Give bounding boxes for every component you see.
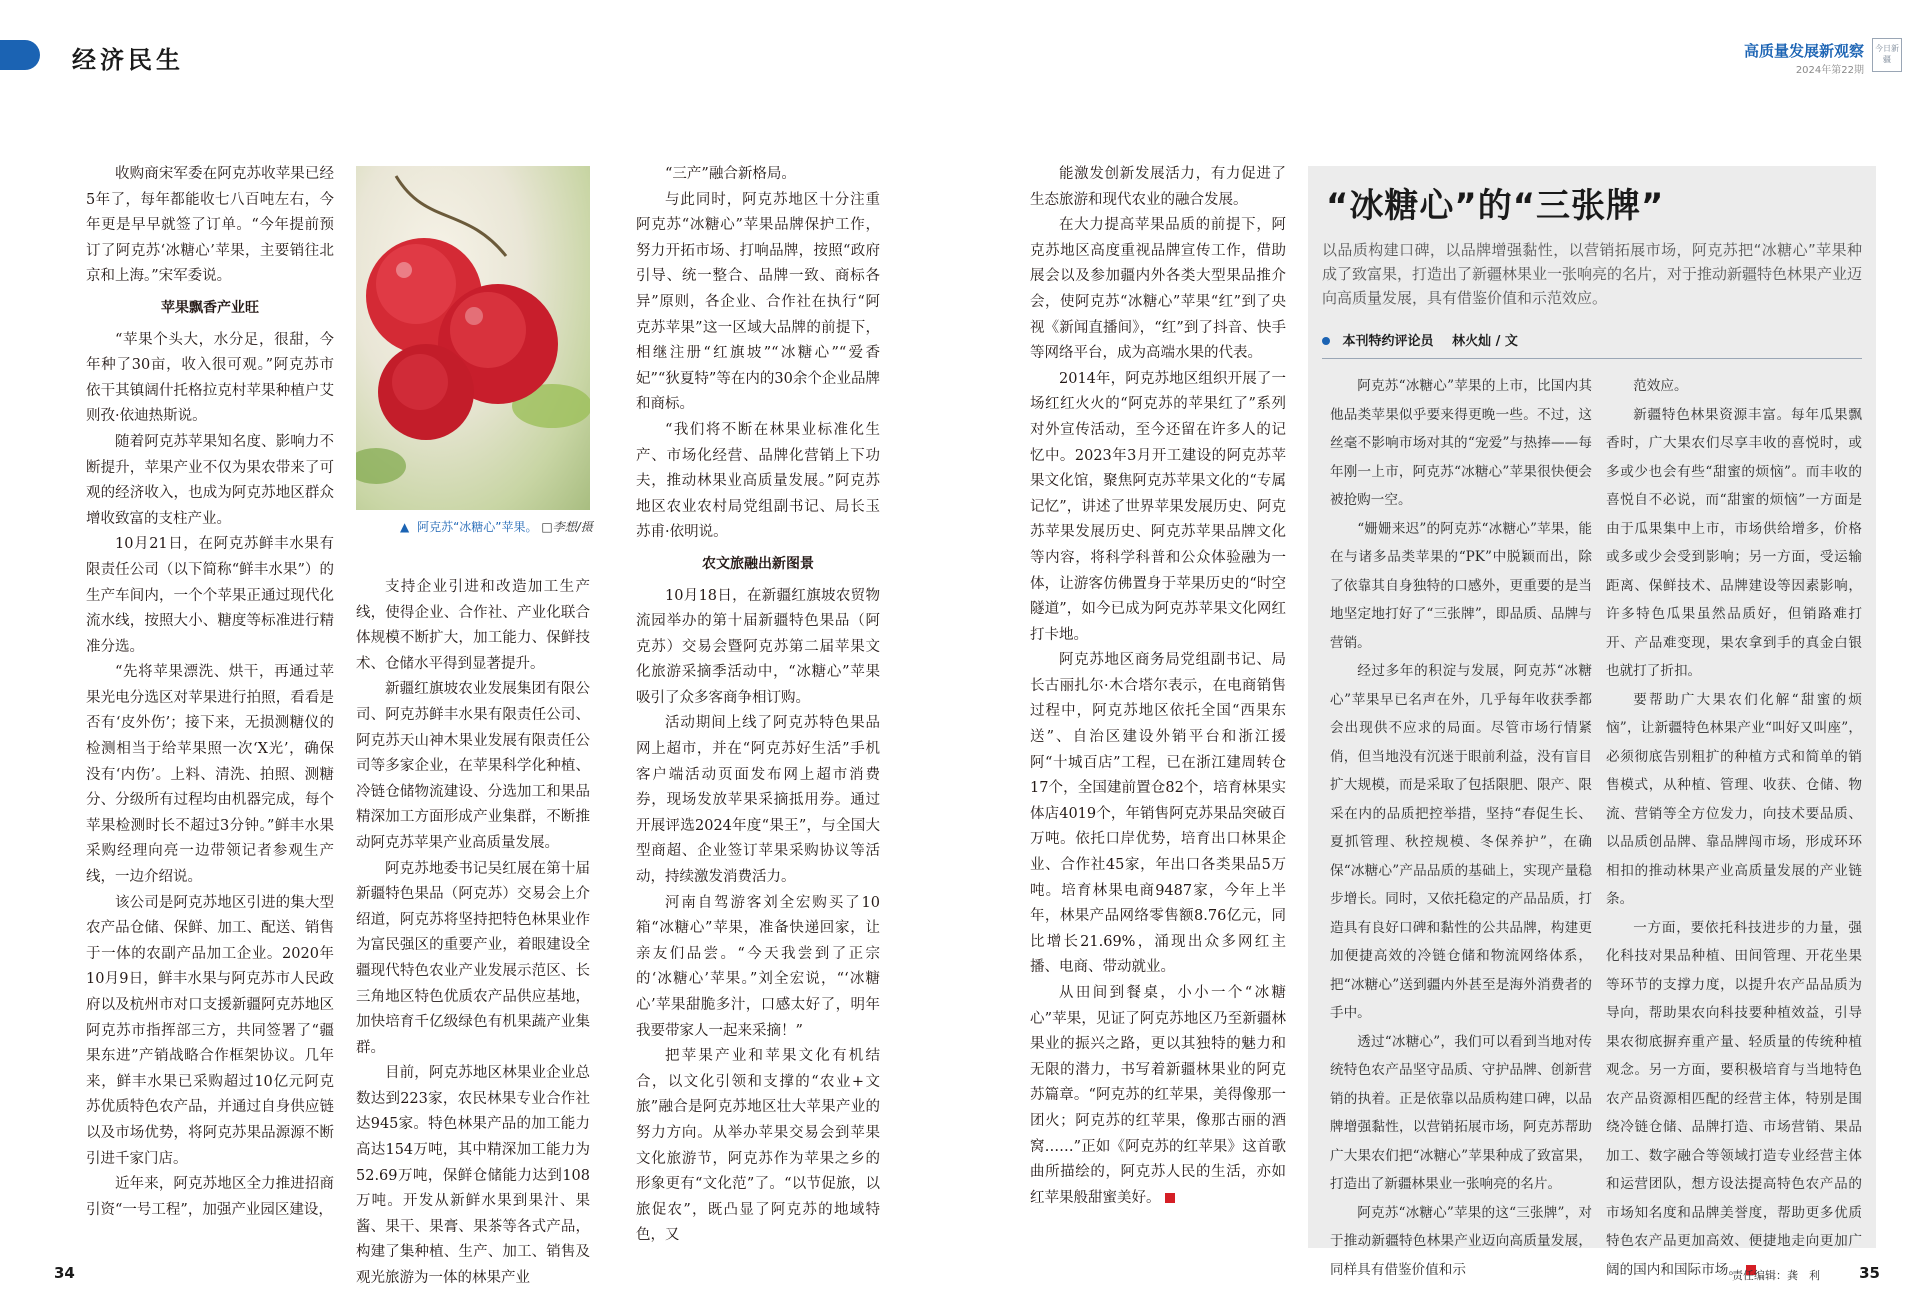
paragraph: 阿克苏地委书记吴红展在第十届新疆特色果品（阿克苏）交易会上介绍道，阿克苏将坚持把特色林果业作为富民强区的重要产业，着眼建设全疆现代特色农业产业发展示范区、长三角地区特色优质农产品供应基地，加快培育千亿级绿色有机果蔬产业集群。 — [356, 860, 590, 1056]
article-column-1 — [86, 162, 334, 1242]
paragraph: 与此同时，阿克苏地区十分注重阿克苏“冰糖心”苹果品牌保护工作，努力开拓市场、打响品牌，按照“政府引导、统一整合、品牌一致、商标各异”原则，各企业、合作社在执行“阿克苏苹果”这一区域大品牌的前提下，相继注册“红旗坡”“冰糖心”“爱香妃”“狄夏特”等在内的30余个企业品牌和商标。 — [636, 191, 880, 413]
page-number-right: 35 — [1859, 1264, 1880, 1282]
paragraph: 河南自驾游客刘全宏购买了10箱“冰糖心”苹果，准备快递回家，让亲友们品尝。“今天我尝到了正宗的‘冰糖心’苹果。”刘全宏说，“‘冰糖心’苹果甜脆多汁，口感太好了，明年我要带家人一起来采摘！” — [636, 894, 880, 1039]
issue-number: 2024年第22期 — [1795, 65, 1864, 76]
paragraph: 阿克苏“冰糖心”苹果的上市，比国内其他品类苹果似乎要来得更晚一些。不过，这丝毫不影响市场对其的“宠爱”与热捧——每年刚一上市，阿克苏“冰糖心”苹果很快便会被抢购一空。 — [1330, 378, 1592, 508]
commentary-title: “冰糖心”的“三张牌” — [1326, 186, 1665, 226]
paragraph: 阿克苏“冰糖心”苹果的这“三张牌”，对于推动新疆特色林果产业迈向高质量发展，同样具有借鉴价值和示 — [1330, 1204, 1592, 1278]
paragraph: 把苹果产业和苹果文化有机结合，以文化引领和支撑的“农业+文旅”融合是阿克苏地区壮大苹果产业的努力方向。从举办苹果交易会到苹果文化旅游节，阿克苏作为苹果之乡的形象更有“文化范”了。“以节促旅，以旅促农”，既凸显了阿克苏的地域特色，又 — [636, 1048, 880, 1244]
apple-illustration — [356, 166, 590, 510]
paragraph: 收购商宋军委在阿克苏收苹果已经5年了，每年都能收七八百吨左右，今年更是早早就签了订单。“今年提前预订了阿克苏‘冰糖心’苹果，主要销往北京和上海。”宋军委说。 — [86, 166, 334, 285]
paragraph: 范效应。 — [1633, 378, 1688, 394]
paragraph: “姗姗来迟”的阿克苏“冰糖心”苹果，能在与诸多品类苹果的“PK”中脱颖而出，除了依靠其自身独特的口感外，更重要的是当地坚定地打好了“三张牌”，即品质、品牌与营销。 — [1330, 520, 1592, 651]
section-title: 经济民生 — [72, 46, 184, 74]
magazine-logo-badge: 今日新疆 — [1872, 38, 1902, 72]
paragraph: 该公司是阿克苏地区引进的集大型农产品仓储、保鲜、加工、配送、销售于一体的农副产品加工企业。2020年10月9日，鲜丰水果与阿克苏市人民政府以及杭州市对口支援新疆阿克苏地区阿克苏市指挥部三方，共同签署了“疆果东进”产销战略合作框架协议。几年来，鲜丰水果已采购超过10亿元阿克苏优质特色农产品，并通过自身供应链以及市场优势，将阿克苏果品源源不断引进千家门店。 — [86, 894, 334, 1167]
subheading: 农文旅融出新图景 — [702, 555, 814, 572]
photo-caption — [400, 518, 593, 535]
paragraph: “三产”融合新格局。 — [665, 166, 796, 182]
paragraph: “先将苹果漂洗、烘干，再通过苹果光电分选区对苹果进行拍照，看看是否有‘皮外伤’；接下来，无损测糖仪的检测相当于给苹果照一次‘X光’，确保没有‘内伤’。上料、清洗、拍照、测糖分、分级所有过程均由机器完成，每个苹果检测时长不超过3分钟。”鲜丰水果采购经理向亮一边带领记者参观生产线，一边介绍说。 — [86, 664, 334, 886]
end-mark-icon — [1165, 1193, 1175, 1203]
commentary-lead: 以品质构建口碑，以品牌增强黏性，以营销拓展市场，阿克苏把“冰糖心”苹果种成了致富果，打造出了新疆林果业一张响亮的名片，对于推动新疆特色林果产业迈向高质量发展，具有借鉴价值和示范效应。 — [1322, 241, 1863, 307]
paragraph: 一方面，要依托科技进步的力量，强化科技对果品种植、田间管理、开花坐果等环节的支撑力度，以提升农产品品质为导向，帮助果农向科技要种植效益，引导果农彻底摒弃重产量、轻质量的传统种植观念。另一方面，要积极培育与当地特色农产品资源相匹配的经营主体，特别是围绕冷链仓储、品牌打造、市场营销、果品加工、数字融合等领域打造专业经营主体和运营团队，想方设法提高特色农产品的市场知名度和品牌美誉度，帮助更多优质特色农产品更加高效、便捷地走向更加广阔的国内和国际市场。 — [1606, 919, 1862, 1278]
column-header — [1744, 40, 1864, 76]
paragraph: 目前，阿克苏地区林果业企业总数达到223家，农民林果专业合作社达945家。特色林果产品的加工能力高达154万吨，其中精深加工能力为52.69万吨，保鲜仓储能力达到108万吨。开发从新鲜水果到果汁、果酱、果干、果膏、果茶等各式产品，构建了集种植、生产、加工、销售及观光旅游为一体的林果产业 — [356, 1065, 590, 1287]
caption-triangle-icon: ▲ — [400, 520, 410, 534]
column-title: 高质量发展新观察 — [1743, 42, 1864, 60]
paragraph: “我们将不断在林果业标准化生产、市场化经营、品牌化营销上下功夫，推动林果业高质量发展。”阿克苏地区农业农村局党组副书记、局长玉苏甫·依明说。 — [636, 421, 880, 541]
apple-photo — [356, 166, 590, 510]
paragraph: 阿克苏地区商务局党组副书记、局长古丽扎尔·木合塔尔表示，在电商销售过程中，阿克苏地区依托全国“西果东送”、自治区建设外销平台和浙江援阿“十城百店”工程，已在浙江建周转仓17个，全国建前置仓82个，培育林果实体店4019个，年销售阿克苏果品突破百万吨。依托口岸优势，培育出口林果企业、合作社45家，年出口各类果品5万吨。培育林果电商9487家，今年上半年，林果产品网络零售额8.76亿元，同比增长21.69%，涌现出众多网红主播、电商、带动就业。 — [1030, 652, 1286, 976]
author-bullet-icon — [1322, 337, 1330, 345]
commentary-author — [1322, 330, 1518, 349]
paragraph: 经过多年的积淀与发展，阿克苏“冰糖心”苹果早已名声在外，几乎每年收获季都会出现供不应求的局面。尽管市场行情紧俏，但当地没有沉迷于眼前利益，没有盲目扩大规模，而是采取了包括限肥、限产、限采在内的品质把控举措，坚持“春促生长、夏抓管理、秋控规模、冬保养护”，在确保“冰糖心”产品品质的基础上，实现产量稳步增长。同时，又依托稳定的产品品质，打造具有良好口碑和黏性的公共品牌，构建更加便捷高效的冷链仓储和物流网络体系，把“冰糖心”送到疆内外甚至是海外消费者的手中。 — [1330, 663, 1592, 1021]
editor-credit: 责任编辑：龚 利 — [1732, 1269, 1820, 1282]
paragraph: 能激发创新发展活力，有力促进了生态旅游和现代农业的融合发展。 — [1030, 166, 1286, 208]
paragraph: 2014年，阿克苏地区组织开展了一场红红火火的“阿克苏的苹果红了”系列对外宣传活动，至今还留在许多人的记忆中。2023年3月开工建设的阿克苏苹果文化馆，聚焦阿克苏苹果文化的“专属记忆”，讲述了世界苹果发展历史、阿克苏苹果发展历史、阿克苏苹果品牌文化等内容，将科学科普和公众体验融为一体，让游客仿佛置身于苹果历史的“时空隧道”，如今已成为阿克苏苹果文化网红打卡地。 — [1030, 370, 1286, 643]
paragraph: 随着阿克苏苹果知名度、影响力不断提升，苹果产业不仅为果农带来了可观的经济收入，也成为阿克苏地区群众增收致富的支柱产业。 — [86, 433, 334, 527]
subheading: 苹果飘香产业旺 — [161, 299, 259, 316]
paragraph: 在大力提高苹果品质的前提下，阿克苏地区高度重视品牌宣传工作，借助展会以及参加疆内外各类大型果品推介会，使阿克苏“冰糖心”苹果“红”到了央视《新闻直播间》，“红”到了抖音、快手等网络平台，成为高端水果的代表。 — [1030, 217, 1286, 362]
paragraph: 10月18日，在新疆红旗坡农贸物流园举办的第十届新疆特色果品（阿克苏）交易会暨阿克苏第二届苹果文化旅游采摘季活动中，“冰糖心”苹果吸引了众多客商争相订购。 — [636, 587, 880, 706]
paragraph: 从田间到餐桌，小小一个“冰糖心”苹果，见证了阿克苏地区乃至新疆林果业的振兴之路，更以其独特的魅力和无限的潜力，书写着新疆林果业的阿克苏篇章。“阿克苏的红苹果，美得像那一团火；阿克苏的红苹果，像那古丽的酒窝……”正如《阿克苏的红苹果》这首歌曲所描绘的，阿克苏人民的生活，亦如红苹果般甜蜜美好。 — [1030, 985, 1286, 1206]
page-number-left: 34 — [54, 1264, 75, 1282]
article-column-2 — [356, 575, 590, 1287]
paragraph: 透过“冰糖心”，我们可以看到当地对传统特色农产品坚守品质、守护品牌、创新营销的执着。正是依靠以品质构建口碑，以品牌增强黏性，以营销拓展市场，阿克苏帮助广大果农们把“冰糖心”苹果种成了致富果，打造出了新疆林果业一张响亮的名片。 — [1330, 1033, 1592, 1192]
paragraph: 支持企业引进和改造加工生产线，使得企业、合作社、产业化联合体规模不断扩大，加工能力、保鲜技术、仓储水平得到显著提升。 — [356, 579, 590, 672]
paragraph: 新疆红旗坡农业发展集团有限公司、阿克苏鲜丰水果有限责任公司、阿克苏天山神木果业发展有限责任公司等多家企业，在苹果科学化种植、冷链仓储物流建设、分选加工和果品精深加工方面形成产业集群，不断推动阿克苏苹果产业高质量发展。 — [356, 681, 590, 851]
author-role: 本刊特约评论员 — [1342, 334, 1434, 349]
paragraph: 10月21日，在阿克苏鲜丰水果有限责任公司（以下简称“鲜丰水果”）的生产车间内，一个个苹果正通过现代化流水线，按照大小、糖度等标准进行精准分选。 — [86, 536, 334, 655]
paragraph: 要帮助广大果农们化解“甜蜜的烦恼”，让新疆特色林果产业“叫好又叫座”，必须彻底告别粗扩的种植方式和简单的销售模式，从种植、管理、收获、仓储、物流、营销等全方位发力，向技术要品质、以品质创品牌、靠品牌闯市场，形成环环相扣的推动林果产业高质量发展的产业链条。 — [1606, 691, 1862, 907]
commentary-divider — [1322, 358, 1862, 359]
photo-credit: □李想/摄 — [541, 520, 593, 534]
paragraph: 新疆特色林果资源丰富。每年瓜果飘香时，广大果农们尽享丰收的喜悦时，或多或少也会有些“甜蜜的烦恼”。而丰收的喜悦自不必说，而“甜蜜的烦恼”一方面是由于瓜果集中上市，市场供给增多，价格或多或少会受到影响；另一方面，受运输距离、保鲜技术、品牌建设等因素影响，许多特色瓜果虽然品质好，但销路难打开、产品难变现，果农拿到手的真金白银也就打了折扣。 — [1606, 406, 1862, 679]
section-tab-marker — [0, 40, 40, 70]
photo-caption-text: 阿克苏“冰糖心”苹果。 — [417, 520, 538, 534]
article-column-4 — [1030, 162, 1286, 1242]
author-name: 林火灿 / 文 — [1452, 334, 1518, 349]
paragraph: 近年来，阿克苏地区全力推进招商引资“一号工程”，加强产业园区建设， — [86, 1176, 334, 1218]
article-column-3 — [636, 162, 880, 1242]
commentary-column-1 — [1330, 372, 1592, 1278]
paragraph: 活动期间上线了阿克苏特色果品网上超市，并在“阿克苏好生活”手机客户端活动页面发布网上超市消费券，现场发放苹果采摘抵用券。通过开展评选2024年度“果王”，与全国大型商超、企业签订苹果采购协议等活动，持续激发消费活力。 — [636, 715, 880, 886]
paragraph: “苹果个头大，水分足，很甜，今年种了30亩，收入很可观。”阿克苏市依干其镇阔什托格拉克村苹果种植户艾则孜·依迪热斯说。 — [86, 331, 334, 425]
